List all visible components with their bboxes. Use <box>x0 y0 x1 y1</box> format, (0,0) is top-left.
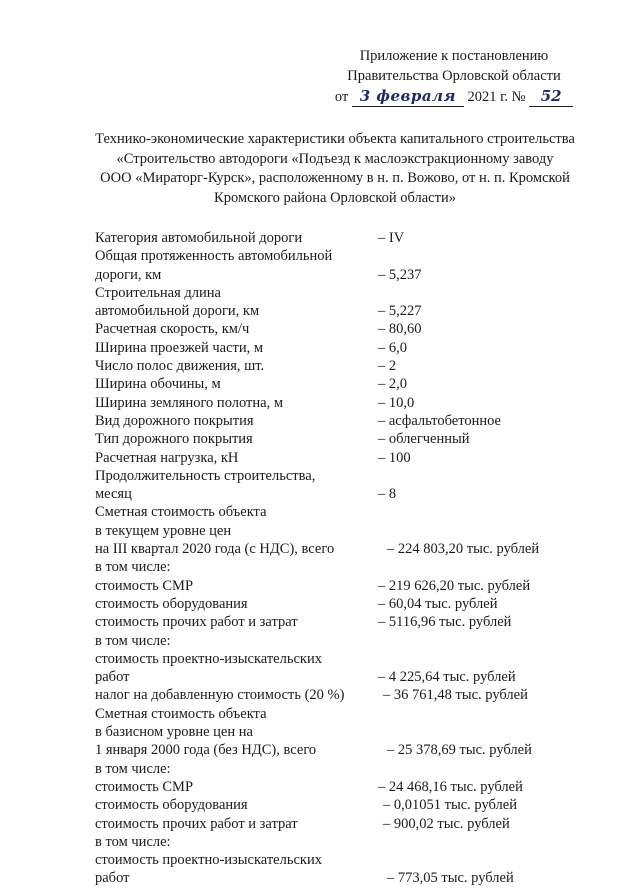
handwritten-date: 3 февраля <box>352 86 464 107</box>
spec-label-line: в базисном уровне цен на <box>95 724 253 741</box>
spec-label-line: Вид дорожного покрытия <box>95 412 254 429</box>
spec-value: – 2,0 <box>378 376 407 393</box>
spec-row <box>95 686 565 704</box>
appendix-date-line <box>324 86 584 107</box>
spec-label <box>95 595 378 613</box>
spec-value: – 100 <box>378 449 411 466</box>
spec-label-line: на III квартал 2020 года (с НДС), всего <box>95 541 335 558</box>
spec-row <box>95 229 565 247</box>
spec-label <box>95 613 378 631</box>
spec-label-line: работ <box>95 669 130 686</box>
spec-label <box>95 815 378 833</box>
spec-label-line: стоимость оборудования <box>95 797 248 814</box>
spec-row <box>95 577 565 595</box>
title-line: Технико-экономические характеристики объекта капитального строительства <box>95 131 575 147</box>
spec-value: – 5,227 <box>378 303 422 320</box>
spec-row <box>95 467 565 504</box>
spec-label-line: стоимость оборудования <box>95 595 248 612</box>
spec-row <box>95 284 565 321</box>
spec-label-line: Сметная стоимость объекта <box>95 705 267 722</box>
spec-label-line: стоимость прочих работ и затрат <box>95 815 298 832</box>
spec-label <box>95 284 378 321</box>
spec-value: – облегченный <box>378 431 470 448</box>
spec-row <box>95 650 565 687</box>
document-title <box>70 130 600 208</box>
spec-row <box>95 778 565 796</box>
spec-value: – 80,60 <box>378 321 422 338</box>
spec-value: – IV <box>378 230 405 246</box>
spec-row <box>95 815 565 833</box>
spec-label <box>95 503 378 558</box>
spec-label-line: в том числе: <box>95 760 171 777</box>
spec-row <box>95 595 565 613</box>
spec-value: – асфальтобетонное <box>378 412 501 429</box>
spec-value: – 224 803,20 тыс. рублей <box>387 541 540 558</box>
spec-value: – 10,0 <box>378 394 415 411</box>
spec-label-line: в том числе: <box>95 833 171 850</box>
spec-label <box>95 320 378 338</box>
title-line: ООО «Мираторг-Курск», расположенному в н. п. Вожово, от н. п. Кромской <box>100 170 570 186</box>
appendix-year-text: 2021 г. № <box>467 89 526 105</box>
spec-value: – 8 <box>378 486 397 503</box>
spec-row <box>95 357 565 375</box>
spec-row <box>95 247 565 284</box>
title-line: «Строительство автодороги «Подъезд к маслоэкстракционному заводу <box>116 150 554 167</box>
spec-row <box>95 558 565 576</box>
spec-label <box>95 247 378 284</box>
spec-row <box>95 320 565 338</box>
spec-label-line: Строительная длина <box>95 284 221 301</box>
spec-value: – 2 <box>378 358 397 375</box>
spec-label-line: стоимость СМР <box>95 577 194 594</box>
spec-label-line: 1 января 2000 года (без НДС), всего <box>95 742 317 759</box>
spec-row <box>95 449 565 467</box>
spec-label <box>95 760 378 778</box>
spec-label-line: в том числе: <box>95 632 171 649</box>
spec-label <box>95 796 378 814</box>
spec-row <box>95 760 565 778</box>
title-line: Кромского района Орловской области» <box>214 189 456 206</box>
specs-list <box>95 229 565 888</box>
spec-value: – 24 468,16 тыс. рублей <box>378 778 523 795</box>
spec-label-line: стоимость проектно-изыскательских <box>95 650 322 667</box>
appendix-header <box>324 46 584 107</box>
spec-label <box>95 430 378 448</box>
spec-row <box>95 851 565 888</box>
spec-label-line: Число полос движения, шт. <box>95 358 265 375</box>
spec-label-line: Ширина проезжей части, м <box>95 339 264 356</box>
spec-value: – 60,04 тыс. рублей <box>378 595 498 612</box>
spec-value: – 5116,96 тыс. рублей <box>378 614 512 631</box>
spec-label-line: Продолжительность строительства, <box>95 467 316 484</box>
spec-label-line: налог на добавленную стоимость (20 %) <box>95 687 345 704</box>
spec-label <box>95 851 378 888</box>
spec-row <box>95 632 565 650</box>
appendix-line-1: Приложение к постановлению <box>359 48 549 64</box>
spec-label <box>95 650 378 687</box>
spec-label <box>95 357 378 375</box>
spec-row <box>95 375 565 393</box>
spec-label-line: Категория автомобильной дороги <box>95 230 303 246</box>
spec-label <box>95 375 378 393</box>
spec-label <box>95 778 378 796</box>
spec-label-line: дороги, км <box>95 266 162 283</box>
spec-row <box>95 503 565 558</box>
spec-row <box>95 430 565 448</box>
spec-label-line: в том числе: <box>95 559 171 576</box>
spec-label-line: Тип дорожного покрытия <box>95 431 253 448</box>
spec-value: – 36 761,48 тыс. рублей <box>383 687 528 704</box>
spec-label <box>95 394 378 412</box>
spec-label <box>95 339 378 357</box>
spec-value: – 219 626,20 тыс. рублей <box>378 577 531 594</box>
spec-value: – 773,05 тыс. рублей <box>387 870 514 887</box>
spec-label-line: месяц <box>95 486 132 503</box>
spec-value: – 0,01051 тыс. рублей <box>383 797 517 814</box>
spec-label <box>95 467 378 504</box>
spec-label <box>95 705 378 760</box>
spec-label-line: Ширина земляного полотна, м <box>95 394 284 411</box>
spec-row <box>95 796 565 814</box>
spec-value: – 900,02 тыс. рублей <box>383 815 510 832</box>
spec-label <box>95 558 378 576</box>
spec-label <box>95 449 378 467</box>
spec-row <box>95 394 565 412</box>
spec-label <box>95 229 378 247</box>
spec-row <box>95 412 565 430</box>
spec-label <box>95 577 378 595</box>
spec-value: – 25 378,69 тыс. рублей <box>387 742 532 759</box>
spec-label-line: в текущем уровне цен <box>95 522 232 539</box>
spec-label <box>95 686 378 704</box>
spec-label <box>95 632 378 650</box>
spec-row <box>95 705 565 760</box>
spec-row <box>95 339 565 357</box>
spec-label-line: Сметная стоимость объекта <box>95 504 267 521</box>
spec-value: – 5,237 <box>378 266 422 283</box>
spec-label-line: стоимость проектно-изыскательских <box>95 852 322 869</box>
spec-label-line: автомобильной дороги, км <box>95 303 260 320</box>
spec-label-line: Расчетная нагрузка, кН <box>95 449 239 466</box>
spec-label-line: стоимость СМР <box>95 778 194 795</box>
spec-value: – 4 225,64 тыс. рублей <box>378 669 516 686</box>
spec-label-line: Ширина обочины, м <box>95 376 221 393</box>
spec-value: – 6,0 <box>378 339 407 356</box>
spec-row <box>95 613 565 631</box>
spec-label-line: стоимость прочих работ и затрат <box>95 614 298 631</box>
spec-label <box>95 833 378 851</box>
spec-label-line: Расчетная скорость, км/ч <box>95 321 250 338</box>
spec-label-line: работ <box>95 870 130 887</box>
appendix-prefix: от <box>334 89 349 105</box>
spec-label <box>95 412 378 430</box>
handwritten-number: 52 <box>529 86 573 107</box>
appendix-line-2: Правительства Орловской области <box>347 68 561 84</box>
spec-label-line: Общая протяженность автомобильной <box>95 248 333 265</box>
spec-row <box>95 833 565 851</box>
